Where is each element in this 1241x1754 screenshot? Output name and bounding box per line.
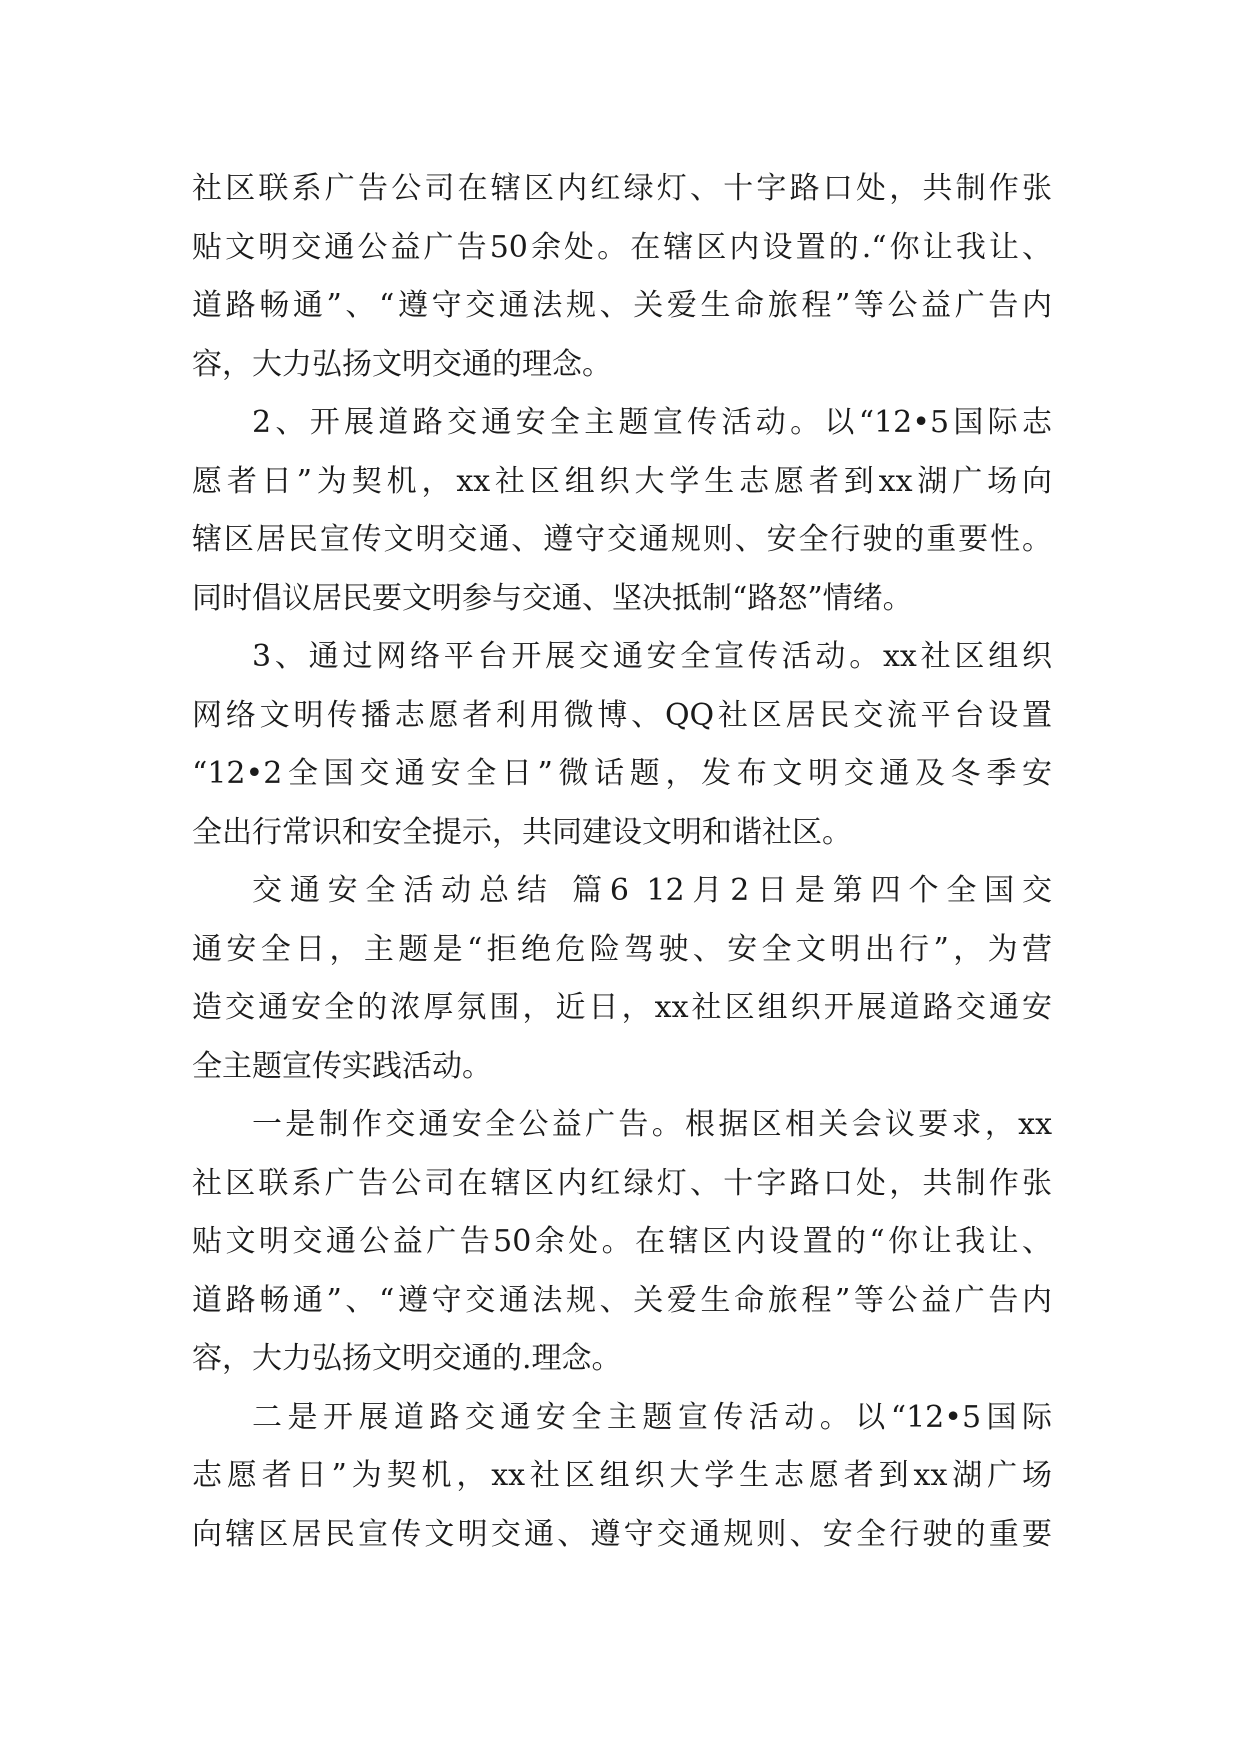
text-line: 愿者日”为契机，xx社区组织大学生志愿者到xx湖广场向 — [192, 463, 1052, 499]
text-line: 辖区居民宣传文明交通、遵守交通规则、安全行驶的重要性。 — [192, 522, 1052, 557]
text-line: “12•2全国交通安全日”微话题，发布文明交通及冬季安 — [192, 756, 1052, 791]
text-line: 全主题宣传实践活动。 — [192, 1048, 492, 1084]
text-line: 向辖区居民宣传文明交通、遵守交通规则、安全行驶的重要 — [192, 1516, 1052, 1552]
text-line: 2、开展道路交通安全主题宣传活动。以“12•5国际志 — [252, 405, 1052, 440]
text-line: 道路畅通”、“遵守交通法规、关爱生命旅程”等公益广告内 — [192, 288, 1052, 323]
text-line: 道路畅通”、“遵守交通法规、关爱生命旅程”等公益广告内 — [192, 1282, 1052, 1318]
text-line: 通安全日，主题是“拒绝危险驾驶、安全文明出行”，为营 — [192, 931, 1052, 967]
text-line: 社区联系广告公司在辖区内红绿灯、十字路口处，共制作张 — [192, 171, 1052, 206]
text-line: 网络文明传播志愿者利用微博、QQ社区居民交流平台设置 — [192, 697, 1052, 733]
text-line: 3、通过网络平台开展交通安全宣传活动。xx社区组织 — [252, 639, 1052, 674]
text-line: 同时倡议居民要文明参与交通、坚决抵制“路怒”情绪。 — [192, 580, 913, 616]
text-line: 容，大力弘扬文明交通的理念。 — [192, 346, 612, 382]
text-line: 容，大力弘扬文明交通的.理念。 — [192, 1341, 622, 1376]
text-line: 二是开展道路交通安全主题宣传活动。以“12•5国际 — [252, 1399, 1052, 1435]
text-line: 社区联系广告公司在辖区内红绿灯、十字路口处，共制作张 — [192, 1165, 1052, 1201]
document-body — [192, 160, 1052, 1564]
text-line: 造交通安全的浓厚氛围，近日，xx社区组织开展道路交通安 — [192, 990, 1052, 1025]
text-line: 贴文明交通公益广告50余处。在辖区内设置的.“你让我让、 — [192, 229, 1052, 265]
text-line: 全出行常识和安全提示，共同建设文明和谐社区。 — [192, 814, 852, 850]
text-line: 志愿者日”为契机，xx社区组织大学生志愿者到xx湖广场 — [192, 1458, 1052, 1493]
text-line: 贴文明交通公益广告50余处。在辖区内设置的“你让我让、 — [192, 1224, 1052, 1259]
text-line: 一是制作交通安全公益广告。根据区相关会议要求，xx — [252, 1107, 1052, 1142]
text-line: 交通安全活动总结 篇6 12月2日是第四个全国交 — [252, 873, 1052, 908]
